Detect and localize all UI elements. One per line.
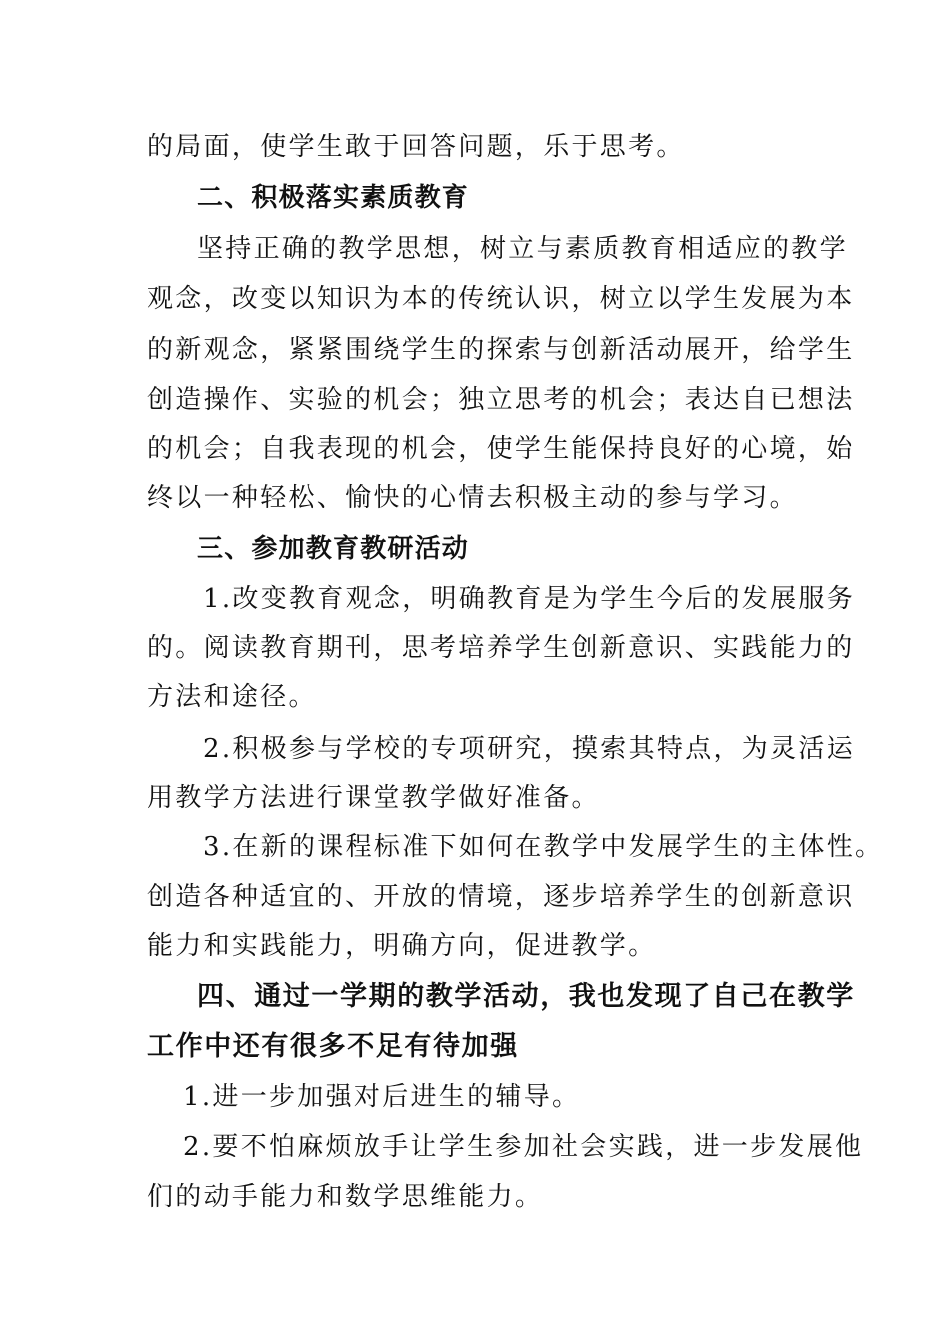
list-item-line: 2.积极参与学校的专项研究，摸索其特点，为灵活运 [203, 734, 856, 764]
list-item-line: 1.进一步加强对后进生的辅导。 [183, 1082, 581, 1112]
paragraph-line: 的局面，使学生敢于回答问题，乐于思考。 [147, 132, 685, 162]
section-heading-3: 三、参加教育教研活动 [197, 534, 470, 564]
list-item-line: 1.改变教育观念，明确教育是为学生今后的发展服务 [203, 584, 856, 614]
list-item-line: 们的动手能力和数学思维能力。 [147, 1182, 544, 1212]
list-item-line: 创造各种适宜的、开放的情境，逐步培养学生的创新意识 [147, 882, 855, 912]
list-item-line: 2.要不怕麻烦放手让学生参加社会实践，进一步发展他 [183, 1132, 864, 1162]
section-heading-2: 二、积极落实素质教育 [197, 183, 470, 213]
list-item-line: 的。阅读教育期刊，思考培养学生创新意识、实践能力的 [147, 633, 855, 663]
list-item-line: 能力和实践能力，明确方向，促进教学。 [147, 931, 657, 961]
paragraph-line: 的机会；自我表现的机会，使学生能保持良好的心境，始 [147, 434, 855, 464]
paragraph-line: 的新观念，紧紧围绕学生的探索与创新活动展开，给学生 [147, 335, 855, 365]
list-item-line: 3.在新的课程标准下如何在教学中发展学生的主体性。 [203, 832, 884, 862]
section-heading-4-continued: 工作中还有很多不足有待加强 [147, 1031, 519, 1062]
paragraph-line: 观念，改变以知识为本的传统认识，树立以学生发展为本 [147, 284, 855, 314]
list-item-line: 用教学方法进行课堂教学做好准备。 [147, 783, 600, 813]
list-item-line: 方法和途径。 [147, 682, 317, 712]
section-heading-4: 四、通过一学期的教学活动，我也发现了自己在教学 [197, 981, 855, 1012]
paragraph-line: 终以一种轻松、愉快的心情去积极主动的参与学习。 [147, 483, 798, 513]
paragraph-line: 创造操作、实验的机会；独立思考的机会；表达自已想法 [147, 385, 855, 415]
paragraph-line: 坚持正确的教学思想，树立与素质教育相适应的教学 [197, 234, 848, 264]
